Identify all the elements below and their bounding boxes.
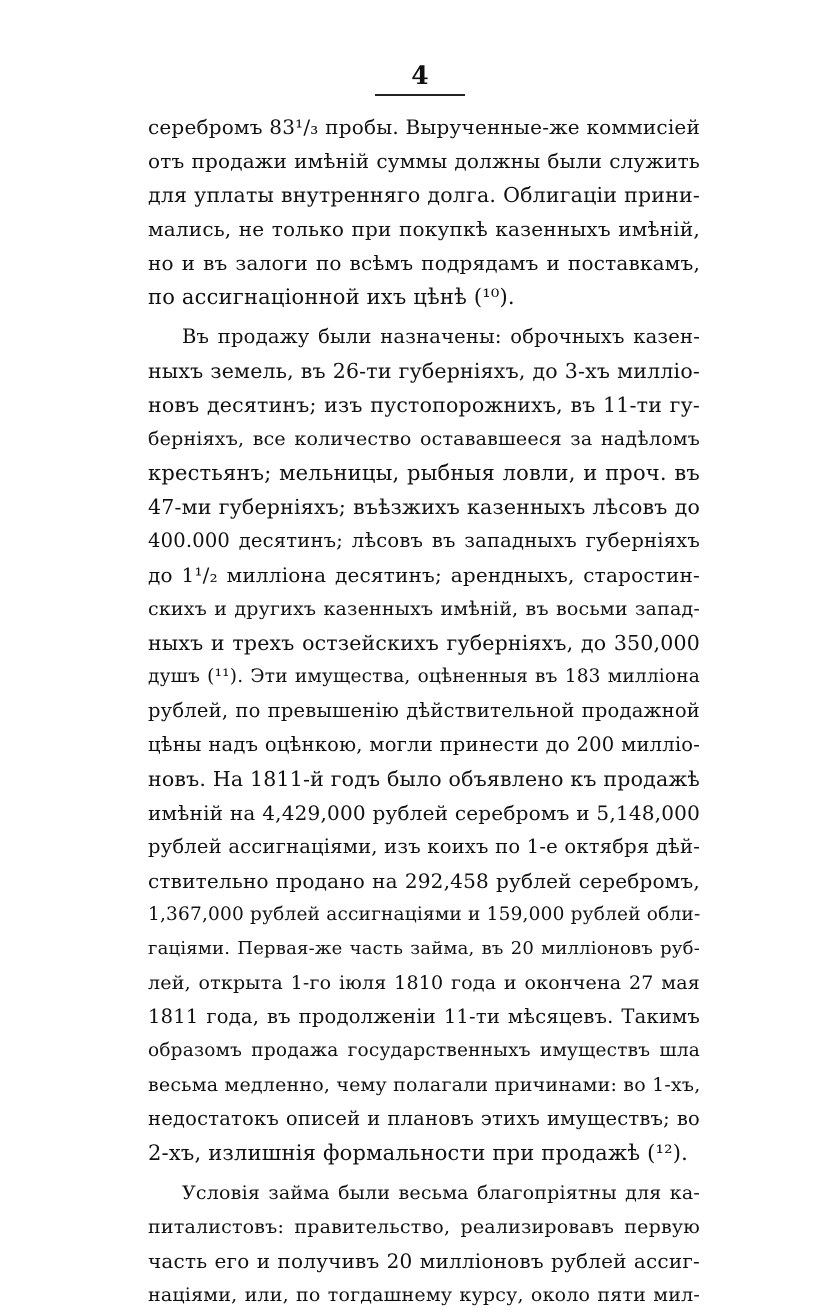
text-line: питалистовъ: правительство, реализировавъ первую <box>148 1216 700 1238</box>
header-rule <box>375 94 465 96</box>
text-line: рублей, по превышенію дѣйствительной продажной <box>148 699 700 722</box>
paragraph-2 <box>148 320 700 1170</box>
text-line: образомъ продажа государственныхъ имуществъ шла <box>148 1040 700 1061</box>
text-line: 1,367,000 рублей ассигнаціями и 159,000 рублей обли- <box>148 904 701 925</box>
text-line: душъ (¹¹). Эти имущества, оцѣненныя въ 183 милліона <box>148 666 700 687</box>
page-number: 4 <box>411 61 429 90</box>
text-line: ствительно продано на 292,458 рублей серебромъ, <box>148 869 700 893</box>
text-line: рублей ассигнаціями, изъ коихъ по 1-е октября дѣй- <box>148 835 700 858</box>
text-line: но и въ залоги по всѣмъ подрядамъ и поставкамъ, <box>148 251 700 275</box>
text-line: имѣній на 4,429,000 рублей серебромъ и 5,148,000 <box>148 801 700 825</box>
text-line: 400.000 десятинъ; лѣсовъ въ западныхъ губерніяхъ <box>148 529 700 552</box>
paragraph-1 <box>148 110 700 314</box>
text-line: для уплаты внутренняго долга. Облигаціи прини- <box>148 183 700 207</box>
paragraph-3 <box>148 1176 700 1312</box>
text-line: серебромъ 83¹/₃ пробы. Вырученные-же коммисіей <box>148 115 700 139</box>
text-line: Условія займа были весьма благопріятны для ка- <box>182 1182 700 1204</box>
text-line: цѣны надъ оцѣнкою, могли принести до 200 милліо- <box>148 733 700 756</box>
body-text <box>148 110 700 1312</box>
text-line: по ассигнаціонной ихъ цѣнѣ (¹⁰). <box>148 285 515 309</box>
text-line: весьма медленно, чему полагали причинами: во 1-хъ, <box>148 1074 701 1096</box>
text-line: новъ десятинъ; изъ пустопорожнихъ, въ 11-ти гу- <box>148 393 700 417</box>
text-line: берніяхъ, все количество остававшееся за надѣломъ <box>148 428 700 450</box>
text-line: 2-хъ, излишнія формальности при продажѣ (¹²). <box>148 1141 688 1165</box>
text-line: крестьянъ; мельницы, рыбныя ловли, и проч. въ <box>148 461 700 485</box>
text-line: часть его и получивъ 20 милліоновъ рублей ассиг- <box>148 1249 700 1273</box>
text-line: недостатокъ описей и плановъ этихъ имуществъ; во <box>148 1107 700 1130</box>
text-line: ныхъ и трехъ остзейскихъ губерніяхъ, до 350,000 <box>148 631 700 655</box>
text-line: скихъ и другихъ казенныхъ имѣній, въ восьми запад- <box>148 598 700 620</box>
text-line: Въ продажу были назначены: оброчныхъ казен- <box>182 325 700 348</box>
text-line: 1811 года, въ продолженіи 11-ти мѣсяцевъ. Такимъ <box>148 1005 700 1028</box>
text-line: лей, открыта 1-го іюля 1810 года и окончена 27 мая <box>148 972 700 994</box>
text-line: отъ продажи имѣній суммы должны были служить <box>148 149 700 173</box>
text-line: новъ. На 1811-й годъ было объявлено къ продажѣ <box>148 767 700 791</box>
text-line: ныхъ земель, въ 26-ти губерніяхъ, до 3-хъ милліо- <box>148 359 700 383</box>
text-line: гаціями. Первая-же часть займа, въ 20 милліоновъ руб- <box>148 938 700 959</box>
text-line: 47-ми губерніяхъ; въѣзжихъ казенныхъ лѣсовъ до <box>148 495 700 519</box>
text-line: націями, или, по тогдашнему курсу, около пяти мил- <box>148 1284 700 1306</box>
text-line: мались, не только при покупкѣ казенныхъ имѣній, <box>148 217 700 241</box>
text-line: до 1¹/₂ милліона десятинъ; арендныхъ, старостин- <box>148 563 700 587</box>
